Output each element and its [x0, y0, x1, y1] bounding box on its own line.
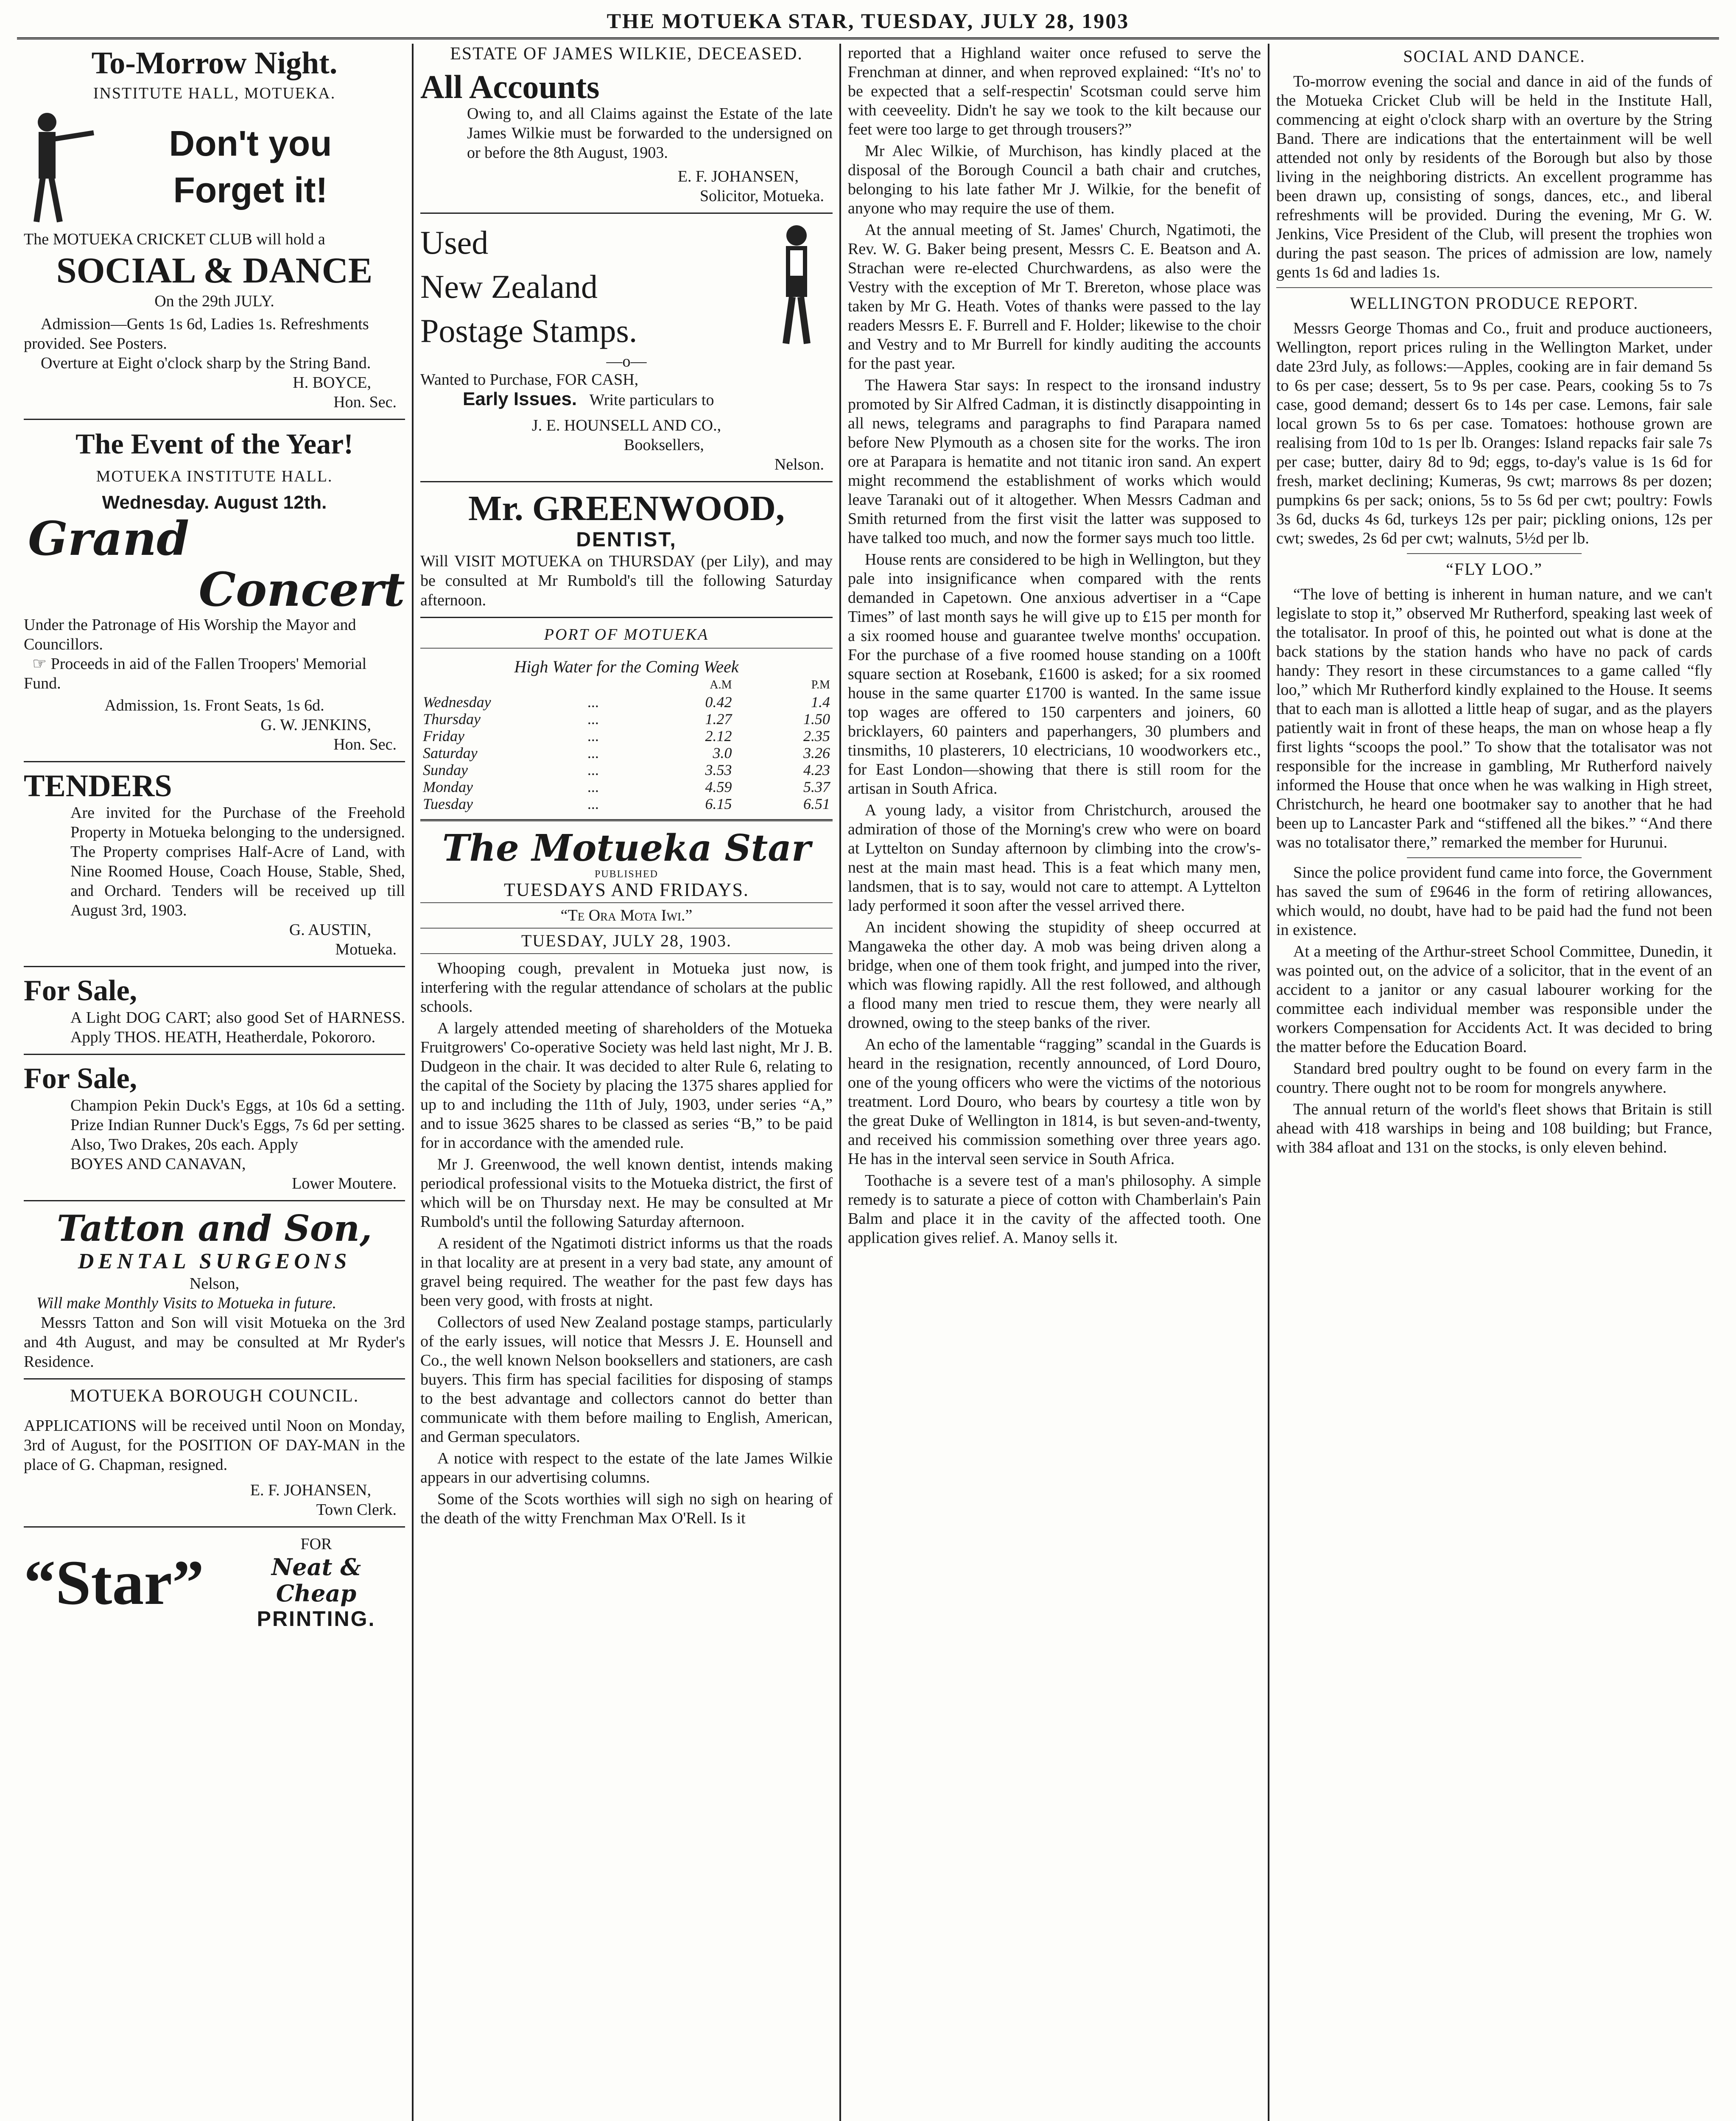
tide-pm: 6.51 [803, 795, 830, 812]
ad-date: On the 29th JULY. [154, 292, 274, 310]
tide-row: Saturday ... 3.0 3.26 [420, 744, 833, 761]
tide-am: 4.59 [705, 778, 732, 795]
news-paragraph: A notice with respect to the estate of the late James Wilkie appears in our advertising columns. [420, 1449, 833, 1486]
ad-overture: Overture at Eight o'clock sharp by the String Band. [41, 354, 371, 372]
for-sale-ad-1 [24, 974, 405, 1047]
port-heading: High Water for the Coming Week [514, 657, 739, 676]
tide-pm: 1.50 [803, 711, 830, 728]
news-paragraph: Mr Alec Wilkie, of Murchison, has kindly placed at the disposal of the Borough Council a bath chair and crutches, belonging to his late father Mr J. Wilkie, for the benefit of anyone who may require the use of them. [848, 142, 1261, 217]
stamps-early-line [420, 389, 833, 410]
tide-am: 3.0 [713, 744, 732, 761]
concert-venue: MOTUEKA INSTITUTE HALL. [96, 467, 333, 485]
stamps-trade: Booksellers, [624, 436, 704, 454]
divider [420, 953, 833, 954]
slogan-line2: Forget it! [173, 170, 328, 210]
stamps-place: Nelson. [774, 456, 824, 473]
divider [420, 928, 833, 929]
news-paragraph: An echo of the lamentable “ragging” scandal in the Guards is heard in the resignation, recently announced, of Lord Douro, one of the young officers who were the victims of the notorious treatment. Lord Douro, who bears by courtesy a title won by the great Duke of Wellington in 1814, is but seven-and-twenty, and received his commission something over three years ago. He has in the interval seen service in South Africa. [848, 1035, 1261, 1168]
paper-published: PUBLISHED [594, 869, 658, 880]
star-printing-ad [24, 1534, 405, 1631]
columns [17, 44, 1719, 2121]
paper-date: TUESDAY, JULY 28, 1903. [521, 931, 732, 950]
produce-heading: WELLINGTON PRODUCE REPORT. [1350, 294, 1639, 313]
ad-signature-title: Hon. Sec. [333, 393, 397, 411]
for-sale-ad-2 [24, 1062, 405, 1193]
tide-row: Sunday ... 3.53 4.23 [420, 761, 833, 778]
concert-date: Wednesday. August 12th. [102, 492, 327, 513]
column-1 [17, 44, 414, 2121]
printing-label: PRINTING. [257, 1607, 376, 1631]
tide-day: Wednesday [423, 694, 491, 711]
tenders-signature-place: Motueka. [335, 940, 397, 958]
dentist-text: Will VISIT MOTUEKA on THURSDAY (per Lily), and may be consulted at Mr Rumbold's till the following Saturday afternoon. [420, 552, 833, 609]
tide-row: Wednesday ... 0.42 1.4 [420, 694, 833, 711]
fly-loo-article [1276, 585, 1712, 852]
ad-signature-name: H. BOYCE, [293, 374, 371, 392]
news-paragraph: An incident showing the stupidity of sheep occurred at Mangaweka the other day. A mob was being driven along a bridge, when one of them took fright, and jumped into the river, which was flowing rapidly. All the rest followed, and although a flood many men tried to rescue them, they were nearly all drowned, owing to the steep banks of the river. [848, 918, 1261, 1032]
tide-am: 1.27 [705, 711, 732, 728]
tide-am: 2.12 [705, 728, 732, 744]
tide-day: Monday [423, 778, 473, 795]
concert-ad [24, 427, 405, 754]
stamps-wanted: Wanted to Purchase, FOR CASH, [420, 371, 639, 389]
concert-title: The Event of the Year! [75, 428, 353, 460]
news-paragraph: A resident of the Ngatimoti district informs us that the roads in that locality are at present in a very bad state, any amount of gravel being required. The weather for the past few days has been very good, with frosts at night. [420, 1234, 833, 1310]
news-paragraph: The annual return of the world's fleet shows that Britain is still ahead with 418 warships in being and 108 building; but France, with 384 afloat and 131 on the stocks, is only eleven behind. [1276, 1100, 1712, 1156]
news-continued [848, 44, 1261, 1248]
printing-neat: Neat & Cheap [271, 1553, 361, 1607]
social-dance-ad [24, 46, 405, 412]
divider [420, 902, 833, 903]
man-figure-icon [760, 221, 833, 348]
tenders-ad [24, 769, 405, 959]
tide-pm: 2.35 [803, 728, 830, 744]
article-text: “The love of betting is inherent in human nature, and we can't legislate to stop it,” observed Mr Rutherford, speaking last week of the totalisator. In proof of this, he pointed out what is done at the back stations by the station hands who have no pack of cards handy: They resort in these circumstances to a game called “fly loo,” which Mr Rutherford kindly explained to the House. It seems that to each man is allotted a little heap of sugar, and as the players patiently wait in front of these heaps, the man on whose heap a fly first lights “scoops the pool.” To show that the totalisator was not responsible for the increase in gambling, Mr Rutherford naively informed the House that once when he was walking in High street, Christchurch, he heard one bootmaker say to another that he had been up to Lancaster Park and “stiffened all the bikes.” “And there was no totalisator there,” remarked the member for Hurunui. [1276, 585, 1712, 851]
tide-day: Friday [423, 728, 464, 744]
divider [24, 1054, 405, 1055]
divider [420, 648, 833, 649]
news-paragraph: House rents are considered to be high in Wellington, but they pale into insignificance when compared with the rents demanded in Capetown. One anxious advertiser in a “Cape Times” of last month says he will give up to £15 per month for a six roomed house and guarantee twelve months' occupation. For the purchase of a five roomed house standing on a 100ft square section at Rosebank, £1600 is asked; for a six roomed house in the same quarter £1700 is wanted. In the same issue top wages are offered to 150 carpenters and joiners, 60 bricklayers, 60 painters and paperhangers, 30 plumbers and tinsmiths, 10 plasterers, 10 electricians, 10 woodworkers etc., for East London—showing that there is still room for the artisan in South Africa. [848, 551, 1261, 797]
divider [1276, 287, 1712, 288]
column-3 [841, 44, 1269, 2121]
estate-signature-name: E. F. JOHANSEN, [677, 168, 799, 185]
news-paragraph: A young lady, a visitor from Christchurch, aroused the admiration of those of the Morning's crew who were on board at Lyttelton on Sunday afternoon by climbing into the crow's-nest at the main mast head. This is a feat which many men, landsmen, that is to say, would not care to attempt. A Lyttelton lady performed it soon after the vessel arrived there. [848, 801, 1261, 915]
am-header: A.M [710, 678, 732, 691]
divider [420, 481, 833, 482]
dentist-name: Mr. GREENWOOD, [468, 489, 785, 528]
pointing-man-figure [24, 107, 405, 226]
sale1-title: For Sale, [24, 974, 137, 1007]
tide-pm: 4.23 [803, 761, 830, 778]
stamps-line2: New Zealand [420, 268, 598, 305]
sale2-text: Champion Pekin Duck's Eggs, at 10s 6d a setting. Prize Indian Runner Duck's Eggs, 7s 6d per setting. Also, Two Drakes, 20s each. Apply [70, 1097, 405, 1153]
stamps-line3: Postage Stamps. [420, 312, 637, 349]
tide-day: Saturday [423, 744, 478, 761]
divider [24, 1526, 405, 1528]
star-word: “Star” [24, 1547, 204, 1618]
produce-article [1276, 319, 1712, 548]
divider [24, 1200, 405, 1201]
page-masthead: THE MOTUEKA STAR, TUESDAY, JULY 28, 1903 [17, 8, 1719, 39]
divider [420, 617, 833, 618]
news-paragraph: At a meeting of the Arthur-street School Committee, Dunedin, it was pointed out, on the advice of a solicitor, that in the event of an accident to a janitor or any casual labourer working for the committee each individual member was responsible under the workers Compensation for Accidents Act. It was decided to bring the matter before the Education Board. [1276, 943, 1712, 1056]
tide-pm: 5.37 [803, 778, 830, 795]
slogan [96, 120, 405, 213]
concert-signature-name: G. W. JENKINS, [260, 716, 371, 734]
printing-text [227, 1534, 405, 1631]
column-4 [1269, 44, 1719, 2121]
stamps-lines [420, 221, 760, 353]
news-paragraph: reported that a Highland waiter once refused to serve the Frenchman at dinner, and when reproved explained: “It's no' to be expected that a self-respectin' Scotsman could serve him with ceeveelity. Didn't he say we took to the kilt because our feet were too large to get through trousers?” [848, 44, 1261, 138]
concert-signature-title: Hon. Sec. [333, 736, 397, 753]
local-news [420, 959, 833, 1528]
tide-row: Monday ... 4.59 5.37 [420, 778, 833, 795]
social-dance-article [1276, 72, 1712, 282]
tide-am: 6.15 [705, 795, 732, 812]
paper-masthead [420, 828, 833, 954]
dentist-ad [420, 489, 833, 610]
divider [24, 761, 405, 762]
news-paragraph: Whooping cough, prevalent in Motueka just now, is interfering with the regular attendance of scholars at the public schools. [420, 960, 833, 1016]
news-paragraph: Some of the Scots worthies will sigh no sigh on hearing of the death of the witty Frenchman Max O'Rell. Is it [420, 1490, 833, 1527]
news-paragraph: A largely attended meeting of shareholders of the Motueka Fruitgrowers' Co-operative Society was held last night, Mr J. B. Dudgeon in the chair. It was decided to alter Rule 6, relating to the capital of the Society by placing the 1375 shares applied for up to and including the 11th of July, 1903, under series “A,” and to issue 3625 shares to be classed as series “B,” to be paid for in accordance with the amended rule. [420, 1019, 833, 1152]
tatton-sub: DENTAL SURGEONS [78, 1249, 351, 1273]
news-paragraph: Mr J. Greenwood, the well known dentist, intends making periodical professional visits to the Motueka district, the first of which will be on Thursday next. He may be consulted at Mr Rumbold's until the following Saturday afternoon. [420, 1156, 833, 1231]
pointing-man-icon [24, 107, 96, 226]
estate-head: All Accounts [420, 68, 600, 105]
ad-admission: Admission—Gents 1s 6d, Ladies 1s. Refreshments provided. See Posters. [24, 315, 369, 353]
paper-days: TUESDAYS AND FRIDAYS. [504, 879, 749, 900]
stamps-write: Write particulars to [589, 391, 714, 409]
news-paragraph: At the annual meeting of St. James' Church, Ngatimoti, the Rev. W. G. Baker being present, Messrs C. E. Beatson and A. Strachan were re-elected Churchwardens, as also were the Vestry with the exception of Mr T. Brereton, whose place was taken by Mr G. Heath. Votes of thanks were passed to the lay readers Messrs E. F. Burrell and F. Holder; likewise to the choir and Vestry and to Mr Burrell for kindly auditing the accounts for the past year. [848, 221, 1261, 372]
tatton-ad [24, 1208, 405, 1371]
stamps-ad [420, 221, 833, 474]
stamps-heading [420, 221, 833, 353]
tide-pm: 3.26 [803, 744, 830, 761]
stamps-early: Early Issues. [463, 389, 577, 409]
sale2-signature-name: BOYES AND CANAVAN, [70, 1155, 246, 1173]
tenders-signature-name: G. AUSTIN, [289, 921, 371, 939]
tide-day: Thursday [423, 711, 481, 728]
sale2-signature-place: Lower Moutere. [292, 1175, 397, 1192]
concert-patronage: Under the Patronage of His Worship the Mayor and Councillors. [24, 616, 356, 653]
divider [24, 966, 405, 967]
divider [420, 213, 833, 214]
pm-header: P.M [811, 678, 830, 691]
tide-pm: 1.4 [811, 694, 830, 711]
concert-word: Concert [198, 562, 405, 617]
printing-for: FOR [300, 1535, 332, 1553]
divider [24, 1378, 405, 1379]
tatton-place: Nelson, [189, 1275, 240, 1293]
ad-event: SOCIAL & DANCE [56, 250, 373, 291]
brief-news [1276, 863, 1712, 1157]
fly-loo-heading: “FLY LOO.” [1446, 560, 1543, 579]
sale1-text: A Light DOG CART; also good Set of HARNESS. Apply THOS. HEATH, Heatherdale, Pokororo. [70, 1009, 405, 1046]
tide-row: Friday ... 2.12 2.35 [420, 728, 833, 744]
council-title: MOTUEKA BOROUGH COUNCIL. [70, 1386, 359, 1406]
council-text: APPLICATIONS will be received until Noon on Monday, 3rd of August, for the POSITION OF DAY-MAN in the place of G. Chapman, resigned. [24, 1417, 405, 1474]
estate-signature-title: Solicitor, Motueka. [700, 187, 824, 205]
stamps-line1: Used [420, 224, 489, 261]
concert-grand: Grand [28, 511, 190, 566]
news-paragraph: Since the police provident fund came into force, the Government has saved the sum of £9646 in the form of retiring allowances, which would, no doubt, have had to be paid had the fund not been in existence. [1276, 864, 1712, 939]
tatton-text: Messrs Tatton and Son will visit Motueka on the 3rd and 4th August, and may be consulted at Mr Ryder's Residence. [24, 1314, 405, 1371]
tatton-title: Tatton and Son, [56, 1207, 372, 1249]
column-2 [414, 44, 841, 2121]
divider [420, 819, 833, 821]
tide-table-header [420, 677, 833, 694]
news-paragraph: The Hawera Star says: In respect to the ironsand industry promoted by Sir Alfred Cadman, it is distinctly disappointing in all news, telegrams and paragraphs to find Parapara named before New Plymouth as a chosen site for the works. The iron ore at Parapara is hematite and not titanic iron sand. An expert might recommend the establishment of works which would leave Taranaki out of it altogether. When Messrs Cadman and Smith returned from the first visit the latter was supposed to have talked too much, and now the former says much too little. [848, 376, 1261, 547]
estate-ad [420, 44, 833, 206]
divider [1407, 553, 1581, 554]
social-dance-heading: SOCIAL AND DANCE. [1403, 47, 1585, 66]
news-paragraph: Toothache is a severe test of a man's philosophy. A simple remedy is to saturate a piece of cotton with Chamberlain's Pain Balm and place it in the cavity of the affected tooth. One application gives relief. A. Manoy sells it. [848, 1172, 1261, 1247]
divider [1407, 857, 1581, 858]
tide-am: 3.53 [705, 761, 732, 778]
tide-row: Thursday ... 1.27 1.50 [420, 711, 833, 728]
news-paragraph: Collectors of used New Zealand postage stamps, particularly of the early issues, will notice that Messrs J. E. Hounsell and Co., the well known Nelson booksellers and stationers, are cash buyers. This firm has special facilities for disposing of stamps to the best advantage and collectors cannot do better than communicate with them before mailing to English, American, and German speculators. [420, 1313, 833, 1446]
tatton-monthly: Will make Monthly Visits to Motueka in future. [36, 1294, 337, 1312]
council-ad [24, 1386, 405, 1519]
news-paragraph: Standard bred poultry ought to be found on every farm in the country. There ought not to be room for mongrels anywhere. [1276, 1060, 1712, 1097]
paper-name: The Motueka Star [442, 827, 811, 870]
tenders-text: Are invited for the Purchase of the Freehold Property in Motueka belonging to the undersigned. The Property comprises Half-Acre of Land, with Nine Roomed House, Coach House, Stable, Shed, and Orchard. Tenders will be received up till August 3rd, 1903. [70, 804, 405, 919]
estate-title: ESTATE OF JAMES WILKIE, DECEASED. [450, 44, 803, 64]
estate-text: Owing to, and all Claims against the Estate of the late James Wilkie must be forwarded to the undersigned on or before the 8th August, 1903. [467, 105, 833, 162]
sale2-title: For Sale, [24, 1062, 137, 1095]
ad-venue: INSTITUTE HALL, MOTUEKA. [93, 84, 336, 102]
tide-row: Tuesday ... 6.15 6.51 [420, 795, 833, 812]
stamps-divider: —o— [606, 353, 647, 370]
concert-proceeds: ☞ Proceeds in aid of the Fallen Troopers' Memorial Fund. [24, 655, 367, 692]
tenders-title: TENDERS [24, 769, 172, 803]
paper-motto: “Te Ora Mota Iwi.” [560, 907, 693, 924]
concert-admission: Admission, 1s. Front Seats, 1s 6d. [104, 697, 324, 714]
council-signature-title: Town Clerk. [316, 1501, 397, 1519]
council-signature-name: E. F. JOHANSEN, [250, 1481, 371, 1499]
ad-club: The MOTUEKA CRICKET CLUB will hold a [24, 230, 325, 248]
port-of-motueka [420, 625, 833, 812]
tide-am: 0.42 [705, 694, 732, 711]
tide-day: Sunday [423, 761, 468, 778]
dentist-title: DENTIST, [576, 529, 677, 551]
article-text: Messrs George Thomas and Co., fruit and produce auctioneers, Wellington, report prices ruling in the Wellington Market, under date 23rd July, as follows:—Apples, cooking are in fair demand 5s to 6s per case; dessert, 5s to 9s per case. Pears, cooking 5s to 7s case, good demand; dessert 6s to 14s per case. Lemons, fair sale local grown 5s to 6s per case. Tomatoes: hothouse grown are realising from 10d to 1s per lb. Oranges: Island repacks fair sale 7s per case; butter, dairy 8d to 9d; eggs, to-day's value is 1s 6d for fresh, market declining; Kumeras, 9s cwt; marrows 8s per dozen; pumpkins 6s per sack; onions, 5s to 5s 6d per cwt; poultry: Fowls 3s 6d, ducks 4s 6d, turkeys 12s per pair; pickling onions, 12s per cwt; swedes, 2s 6d per cwt; walnuts, 5½d per lb. [1276, 319, 1712, 547]
tide-table [420, 677, 833, 812]
divider [24, 419, 405, 420]
ad-title: To-Morrow Night. [91, 46, 338, 81]
port-title: PORT OF MOTUEKA [544, 626, 709, 644]
article-text: To-morrow evening the social and dance in aid of the funds of the Motueka Cricket Club will be held in the Institute Hall, commencing at eight o'clock sharp with an overture by the String Band. There are indications that the entertainment will be well attended not only by residents of the Borough but also by those living in the neighboring districts. An excellent programme has been drawn up, consisting of songs, dances, etc., and liberal refreshments will be provided. During the evening, Mr G. W. Jenkins, Vice President of the Club, will present the trophies won during the past season. The prices of admission are low, namely gents 1s 6d and ladies 1s. [1276, 73, 1712, 281]
slogan-line1: Don't you [169, 123, 332, 163]
stamps-firm: J. E. HOUNSELL AND CO., [531, 417, 721, 434]
tide-day: Tuesday [423, 795, 473, 812]
